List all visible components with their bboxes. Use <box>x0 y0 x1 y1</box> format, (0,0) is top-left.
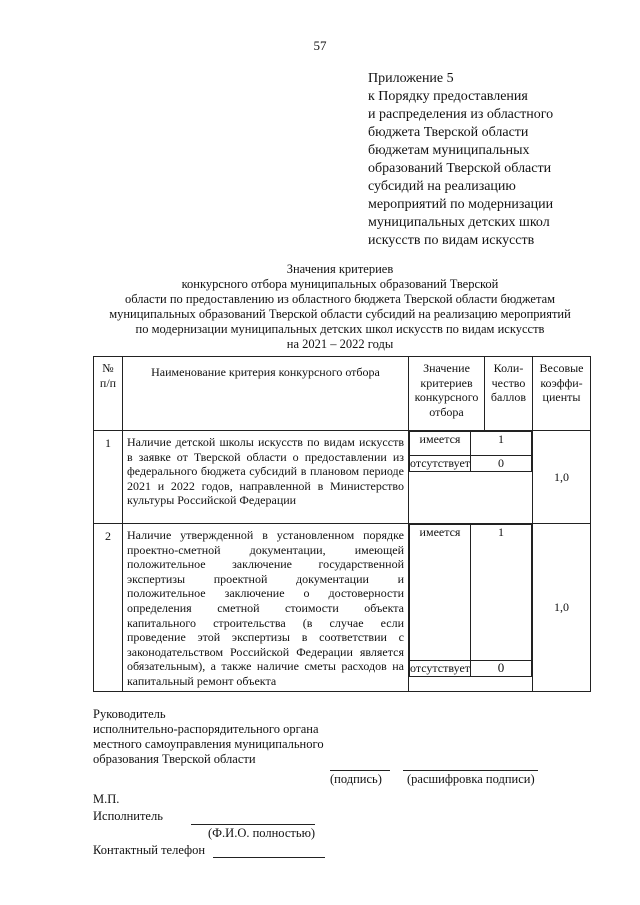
header-points-line: баллов <box>490 390 527 405</box>
header-value-line: критериев <box>420 375 473 390</box>
appendix-line: бюджета Тверской области <box>368 125 529 140</box>
value-yes: имеется <box>410 525 471 661</box>
appendix-line: искусств по видам искусств <box>368 233 535 248</box>
heading-line: области по предоставлению из областного бюджета Тверской области бюджетам <box>124 292 556 306</box>
header-points-line: Коли- <box>493 361 524 375</box>
header-value-line: Значение <box>423 361 470 375</box>
header-weight <box>533 357 591 431</box>
points-yes: 1 <box>471 432 532 456</box>
appendix-line: бюджетам муниципальных <box>368 143 530 158</box>
row-num: 1 <box>94 431 123 524</box>
executor-line <box>191 824 315 825</box>
decode-line <box>403 770 538 771</box>
header-num-line: п/п <box>99 375 117 390</box>
heading-line: Значения критериев <box>286 262 394 276</box>
decode-caption: (расшифровка подписи) <box>407 772 535 786</box>
value-no: отсутствует <box>410 456 471 470</box>
row-weight: 1,0 <box>533 524 591 692</box>
row-criterion: Наличие детской школы искусств по видам искусств в заявке от Тверской области о предоставлении из федерального бюджета субсидий в плановом периоде 2021 и 2022 годов, направленной в Министерство культуры Российской Федерации <box>123 431 409 524</box>
heading-line: конкурсного отбора муниципальных образований Тверской <box>181 277 499 291</box>
appendix-line: Приложение 5 <box>368 71 454 86</box>
appendix-line: и распределения из областного <box>368 107 554 122</box>
row-values <box>409 431 533 524</box>
phone-line <box>213 857 325 858</box>
phone-label: Контактный телефон <box>93 843 206 857</box>
appendix-line: муниципальных детских школ <box>368 215 550 230</box>
value-no: отсутствует <box>410 661 471 675</box>
table-header-row <box>94 357 591 431</box>
fio-caption: (Ф.И.О. полностью) <box>208 826 316 840</box>
points-no: 0 <box>471 661 532 677</box>
header-points-line: чество <box>491 375 526 390</box>
header-num-line: № <box>102 361 114 375</box>
appendix-block <box>368 70 608 250</box>
value-yes: имеется <box>410 432 471 456</box>
points-yes: 1 <box>471 525 532 661</box>
heading-line: по модернизации муниципальных детских школ искусств по видам искусств <box>135 322 545 336</box>
appendix-line: образований Тверской области <box>368 161 552 176</box>
header-num <box>94 357 123 431</box>
row-num: 2 <box>94 524 123 692</box>
appendix-line: субсидий на реализацию <box>368 179 516 194</box>
executor-label: Исполнитель <box>93 809 163 823</box>
criteria-table <box>93 356 591 692</box>
appendix-line: мероприятий по модернизации <box>368 197 554 212</box>
signatory-line: местного самоуправления муниципального <box>93 737 324 751</box>
header-value-line: отбора <box>429 404 464 419</box>
signature-line <box>330 770 390 771</box>
table-row <box>94 524 591 692</box>
signatory-block <box>93 707 324 767</box>
header-weight-line: циенты <box>542 390 581 405</box>
signatory-line: исполнительно-распорядительного органа <box>93 722 319 736</box>
row-weight: 1,0 <box>533 431 591 524</box>
header-value <box>409 357 485 431</box>
header-name: Наименование критерия конкурсного отбора <box>123 357 409 431</box>
heading-line: муниципальных образований Тверской области субсидий на реализацию мероприятий <box>109 307 571 321</box>
document-heading <box>60 262 620 352</box>
row-values <box>409 524 533 692</box>
heading-line: на 2021 – 2022 годы <box>286 337 394 351</box>
signatory-line: Руководитель <box>93 707 166 721</box>
points-no: 0 <box>471 456 532 472</box>
signature-caption: (подпись) <box>330 772 382 786</box>
header-weight-line: коэффи- <box>540 375 583 390</box>
header-value-line: конкурсного <box>414 390 479 405</box>
page-number: 57 <box>313 38 327 53</box>
header-points <box>485 357 533 431</box>
header-weight-line: Весовые <box>539 361 584 375</box>
row-criterion: Наличие утвержденной в установленном порядке проектно-сметной документации, имеющей положительное заключение государственной экспертизы проектной документации и положительное заключение о достоверности определения сметной стоимости объекта капитального строительства (в случае если проведение этой экспертизы в соответствии с законодательством Российской Федерации является обязательным), а также наличие сметы расходов на капитальный ремонт объекта <box>123 524 409 692</box>
table-row <box>94 431 591 524</box>
stamp-label: М.П. <box>93 792 120 806</box>
appendix-line: к Порядку предоставления <box>368 89 528 104</box>
signatory-line: образования Тверской области <box>93 752 256 766</box>
